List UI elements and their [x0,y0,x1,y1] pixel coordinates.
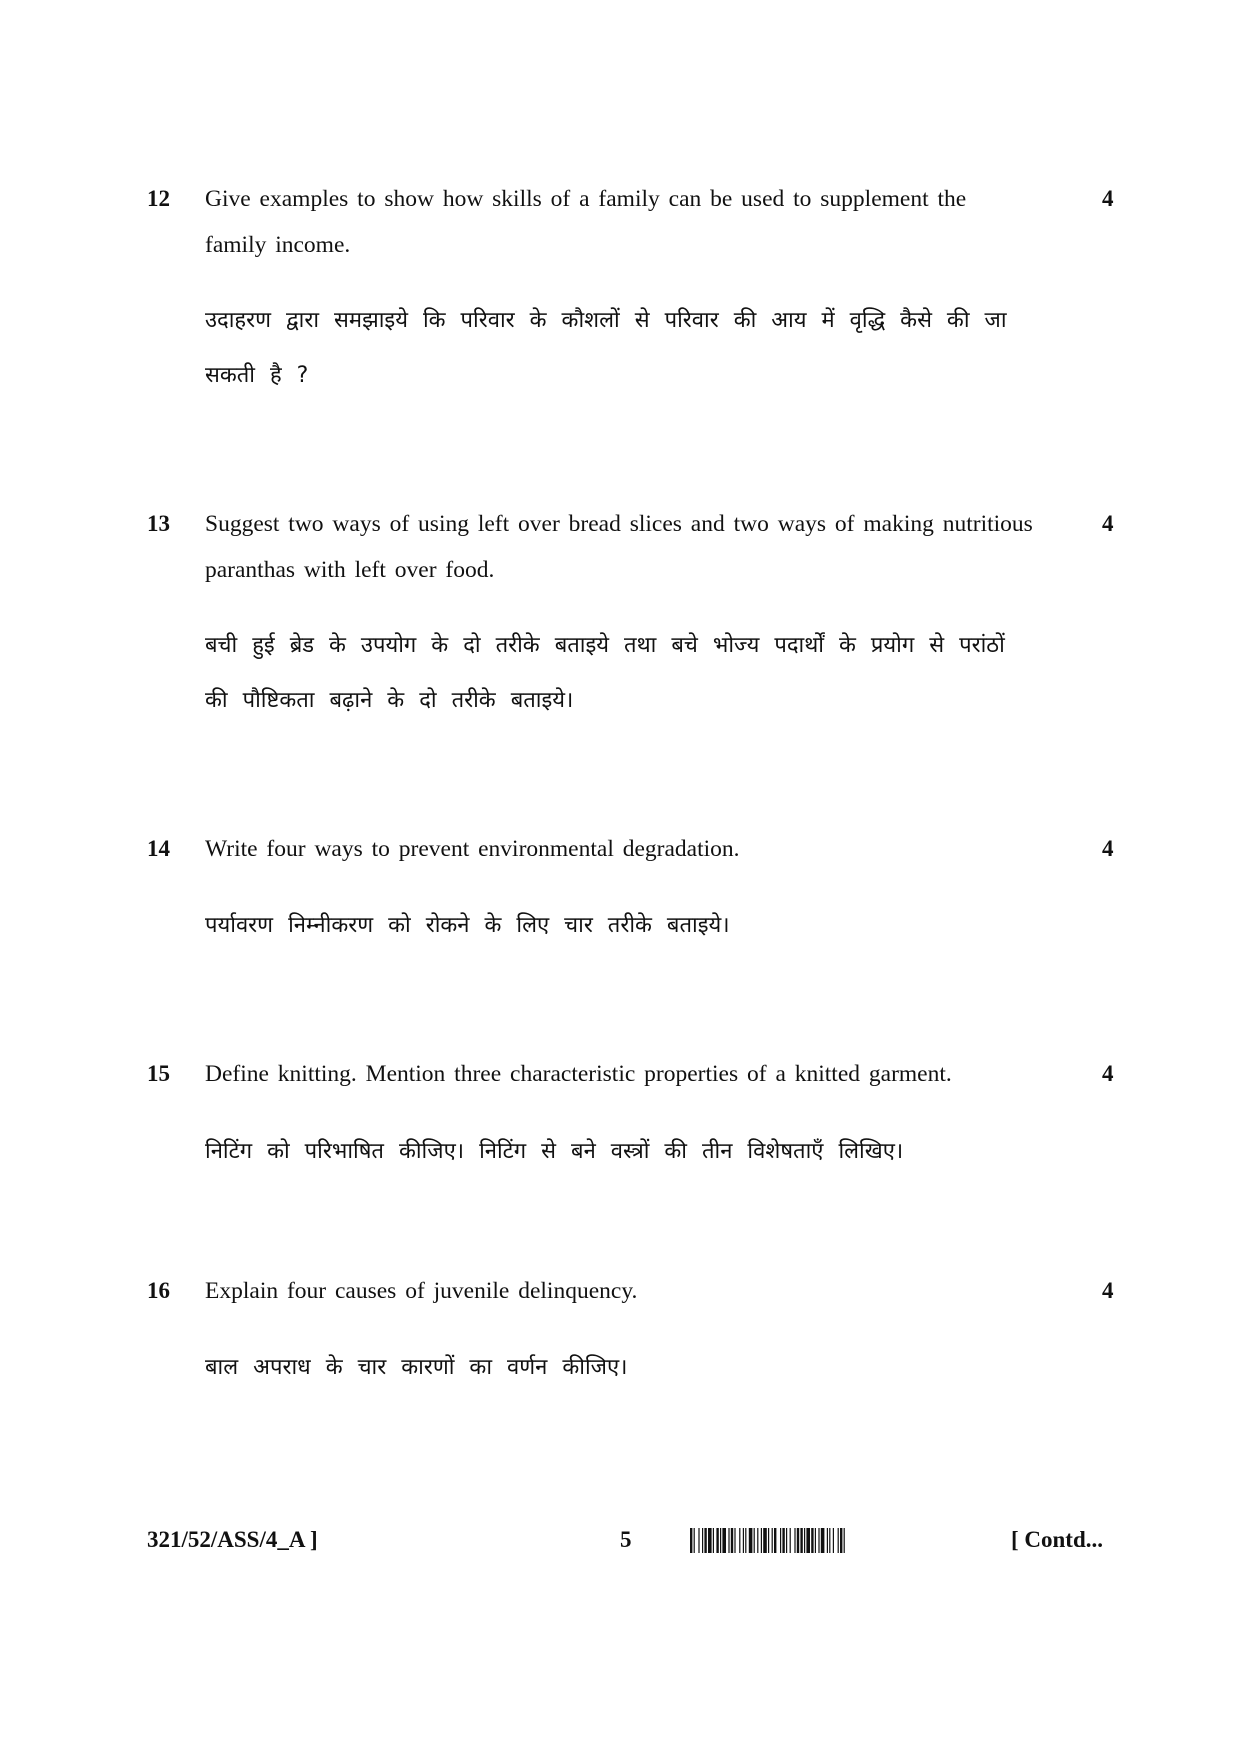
continued-label: [ Contd... [1011,1527,1104,1552]
question-text-hindi: बची हुई ब्रेड के उपयोग के दो तरीके बताइये तथा बचे भोज्य पदार्थों के प्रयोग से परांठों की पौष्टिकता बढ़ाने के दो तरीके बताइये। [205,633,1005,713]
question-marks: 4 [1102,836,1114,861]
question-marks: 4 [1102,511,1114,536]
question-number: 13 [147,511,170,536]
page-number: 5 [620,1527,632,1552]
question-text-english: Give examples to show how skills of a family can be used to supplement the family income. [205,186,967,258]
question-number: 16 [147,1278,170,1303]
barcode-icon [690,1528,990,1553]
question-number: 14 [147,836,170,861]
question-marks: 4 [1102,186,1114,211]
question-number: 15 [147,1061,170,1086]
page-footer [0,1522,1241,1562]
question-marks: 4 [1102,1278,1114,1303]
question-text-hindi: निटिंग को परिभाषित कीजिए। निटिंग से बने वस्त्रों की तीन विशेषताएँ लिखिए। [205,1139,904,1164]
question-text-hindi: बाल अपराध के चार कारणों का वर्णन कीजिए। [205,1355,628,1380]
question-number: 12 [147,186,170,211]
question-text-english: Write four ways to prevent environmental degradation. [205,836,740,862]
paper-code: 321/52/ASS/4_A ] [147,1527,318,1552]
question-text-english: Define knitting. Mention three characteristic properties of a knitted garment. [205,1061,952,1087]
question-marks: 4 [1102,1061,1114,1086]
question-text-hindi: उदाहरण द्वारा समझाइये कि परिवार के कौशलों से परिवार की आय में वृद्धि कैसे की जा सकती है ? [205,308,1007,388]
question-text-english: Suggest two ways of using left over bread slices and two ways of making nutritious paranthas with left over food. [205,511,1033,583]
question-text-hindi: पर्यावरण निम्नीकरण को रोकने के लिए चार तरीके बताइये। [205,913,730,938]
question-text-english: Explain four causes of juvenile delinquency. [205,1278,638,1304]
